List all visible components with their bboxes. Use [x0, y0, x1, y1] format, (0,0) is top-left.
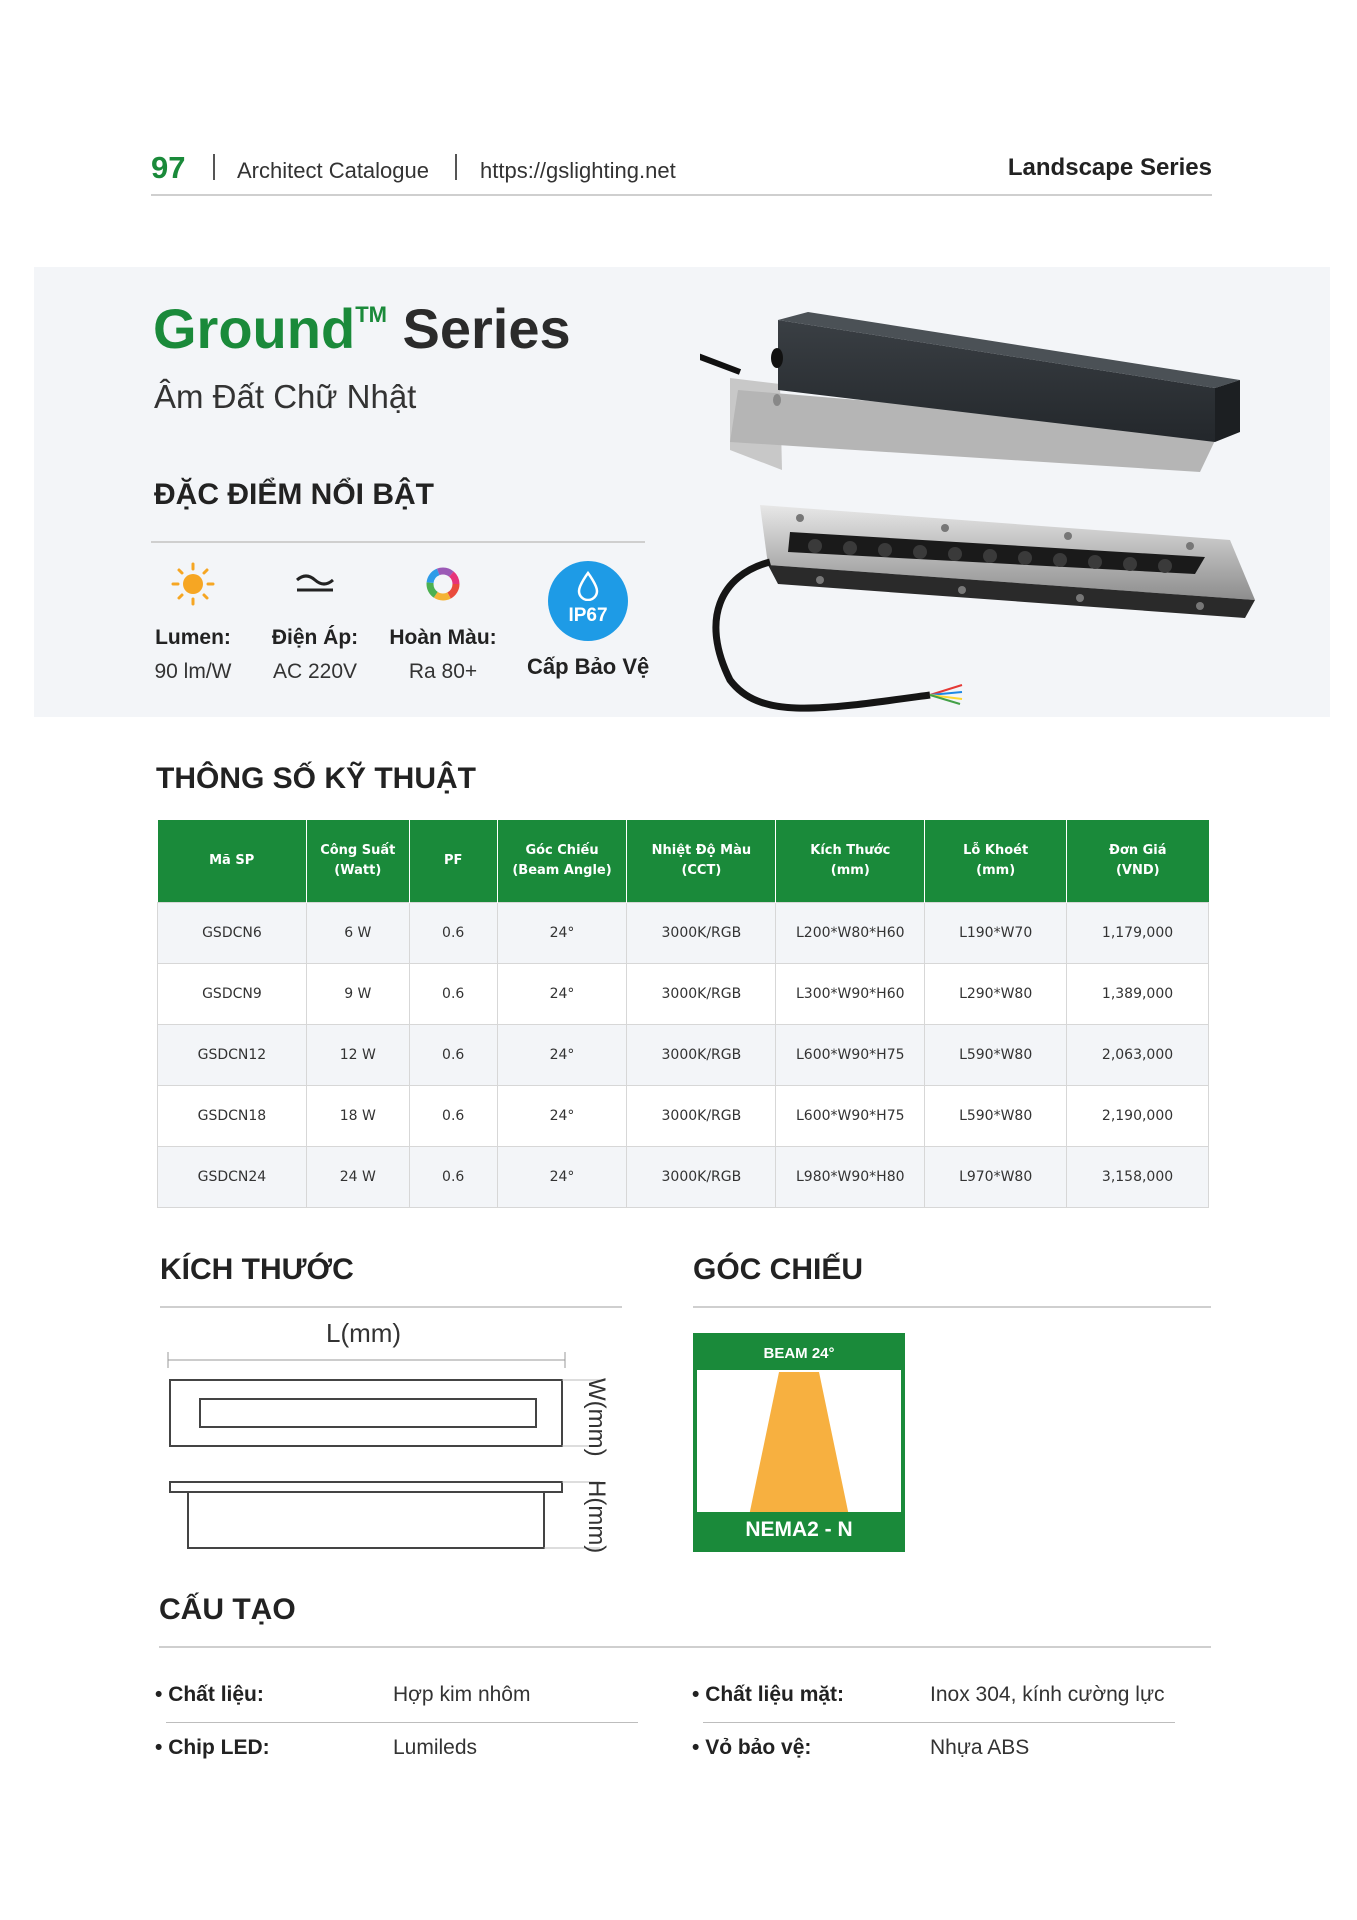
height-label: H(mm): [583, 1480, 610, 1554]
ip-rating-value: IP67: [568, 605, 608, 626]
beam-angle-label: BEAM 24°: [697, 1337, 901, 1370]
structure-key: • Chất liệu:: [155, 1683, 264, 1706]
feature-voltage: [265, 558, 365, 684]
table-cell: GSDCN6: [158, 902, 307, 963]
feature-value: AC 220V: [272, 660, 358, 683]
structure-divider: [159, 1646, 1211, 1648]
table-cell: L600*W90*H75: [776, 1085, 925, 1146]
table-cell: GSDCN18: [158, 1085, 307, 1146]
structure-value: Lumileds: [393, 1736, 478, 1759]
table-cell: 24°: [497, 1024, 627, 1085]
table-cell: L190*W70: [925, 902, 1067, 963]
table-cell: 12 W: [306, 1024, 409, 1085]
feature-value: Ra 80+: [408, 660, 478, 683]
table-cell: 24°: [497, 1146, 627, 1207]
table-cell: 24 W: [306, 1146, 409, 1207]
table-cell: 0.6: [409, 902, 497, 963]
table-cell: 0.6: [409, 1085, 497, 1146]
trademark-mark: TM: [355, 302, 387, 327]
row-divider: [166, 1722, 638, 1723]
feature-label: Hoàn Màu:: [389, 626, 497, 649]
page-number: 97: [151, 150, 186, 185]
structure-key: • Vỏ bảo vệ:: [692, 1736, 812, 1759]
column-header: Lỗ Khoét (mm): [925, 820, 1067, 902]
color-rendering-icon: [417, 558, 469, 610]
table-cell: GSDCN24: [158, 1146, 307, 1207]
header-divider: [213, 154, 215, 180]
table-cell: 0.6: [409, 1024, 497, 1085]
column-header: Đơn Giá (VND): [1067, 820, 1209, 902]
table-row: [158, 963, 1209, 1024]
table-cell: 24°: [497, 1085, 627, 1146]
feature-value: 90 lm/W: [154, 660, 232, 683]
table-cell: GSDCN12: [158, 1024, 307, 1085]
header-divider: [455, 154, 457, 180]
table-row: [158, 1146, 1209, 1207]
beam-cone: [697, 1370, 901, 1516]
table-cell: 3,158,000: [1067, 1146, 1209, 1207]
table-row: [158, 1024, 1209, 1085]
column-header: PF: [409, 820, 497, 902]
table-cell: 6 W: [306, 902, 409, 963]
table-cell: 0.6: [409, 1146, 497, 1207]
column-header: Công Suất (Watt): [306, 820, 409, 902]
table-cell: 1,389,000: [1067, 963, 1209, 1024]
table-cell: L600*W90*H75: [776, 1024, 925, 1085]
beam-heading: GÓC CHIẾU: [693, 1253, 864, 1286]
ip-rating-label: Cấp Bảo Vệ: [527, 654, 650, 679]
beam-diagram: [693, 1333, 905, 1552]
width-label: W(mm): [583, 1378, 610, 1457]
catalogue-name: Architect Catalogue: [237, 158, 429, 183]
structure-key: • Chất liệu mặt:: [692, 1683, 845, 1706]
table-cell: 24°: [497, 902, 627, 963]
title-brand: Ground: [153, 297, 356, 360]
page-header: [151, 148, 1212, 196]
table-cell: 2,190,000: [1067, 1085, 1209, 1146]
column-header: Kích Thước (mm): [776, 820, 925, 902]
table-cell: L590*W80: [925, 1085, 1067, 1146]
series-name: Landscape Series: [1007, 154, 1212, 181]
table-header-row: [158, 820, 1209, 902]
spec-heading: THÔNG SỐ KỸ THUẬT: [156, 762, 476, 795]
sun-icon: [167, 558, 219, 610]
column-header: Mã SP: [158, 820, 307, 902]
row-divider: [703, 1722, 1175, 1723]
feature-lumen: [148, 558, 238, 684]
table-cell: L200*W80*H60: [776, 902, 925, 963]
structure-heading: CẤU TẠO: [159, 1593, 296, 1626]
column-header: Góc Chiếu (Beam Angle): [497, 820, 627, 902]
dimension-drawing: [160, 1320, 660, 1560]
feature-label: Lumen:: [155, 626, 231, 649]
table-row: [158, 1085, 1209, 1146]
table-cell: 3000K/RGB: [627, 1024, 776, 1085]
product-image: [700, 300, 1260, 740]
housing-fixture: [700, 312, 1240, 472]
beam-divider: [693, 1306, 1211, 1308]
features-divider: [151, 541, 645, 543]
feature-color-rendering: [388, 558, 498, 684]
ip-rating-badge: [548, 561, 628, 641]
website-link[interactable]: https://gslighting.net: [480, 158, 676, 183]
table-cell: 3000K/RGB: [627, 1085, 776, 1146]
dimensions-heading: KÍCH THƯỚC: [160, 1253, 354, 1286]
features-heading: ĐẶC ĐIỂM NỔI BẬT: [154, 478, 434, 511]
table-cell: 18 W: [306, 1085, 409, 1146]
table-cell: L290*W80: [925, 963, 1067, 1024]
table-cell: 3000K/RGB: [627, 1146, 776, 1207]
product-title: [153, 296, 571, 361]
table-cell: L970*W80: [925, 1146, 1067, 1207]
table-cell: L300*W90*H60: [776, 963, 925, 1024]
title-series: Series: [402, 297, 571, 360]
table-cell: 1,179,000: [1067, 902, 1209, 963]
spec-table: [157, 820, 1209, 1208]
table-cell: 3000K/RGB: [627, 963, 776, 1024]
feature-label: Điện Áp:: [271, 626, 359, 649]
table-cell: L980*W90*H80: [776, 1146, 925, 1207]
table-row: [158, 902, 1209, 963]
product-subtitle: Âm Đất Chữ Nhật: [154, 378, 417, 415]
steel-face-fixture: [716, 505, 1255, 708]
table-cell: 2,063,000: [1067, 1024, 1209, 1085]
structure-value: Nhựa ABS: [930, 1736, 1030, 1759]
structure-value: Inox 304, kính cường lực: [930, 1683, 1165, 1706]
table-cell: 3000K/RGB: [627, 902, 776, 963]
structure-value: Hợp kim nhôm: [393, 1683, 531, 1706]
column-header: Nhiệt Độ Màu (CCT): [627, 820, 776, 902]
table-cell: 0.6: [409, 963, 497, 1024]
table-cell: 9 W: [306, 963, 409, 1024]
table-cell: L590*W80: [925, 1024, 1067, 1085]
ac-voltage-icon: [289, 558, 341, 610]
structure-key: • Chip LED:: [155, 1736, 270, 1759]
table-cell: GSDCN9: [158, 963, 307, 1024]
water-drop-icon: [576, 571, 600, 601]
nema-label: NEMA2 - N: [697, 1512, 901, 1548]
dimensions-divider: [160, 1306, 622, 1308]
table-cell: 24°: [497, 963, 627, 1024]
length-label: L(mm): [326, 1318, 402, 1348]
